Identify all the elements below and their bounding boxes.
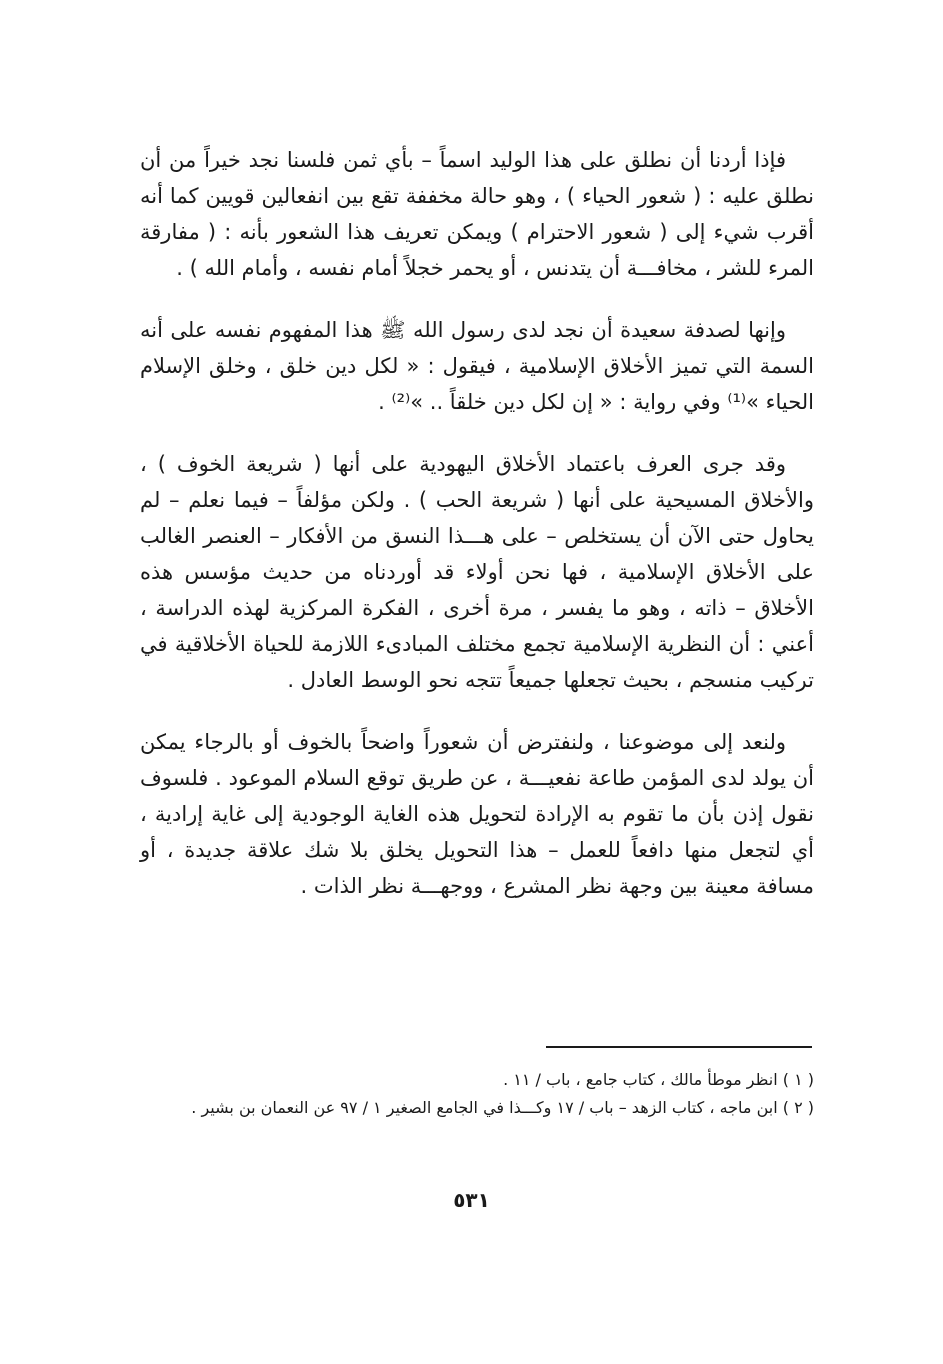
paragraph-2: وإنها لصدفة سعيدة أن نجد لدى رسول الله ﷺ هذا المفهوم نفسه على أنه السمة التي تميز الأخلاق الإسلامية ، فيقول : « لكل دين خلق ، وخلق الإسلام الحياء »⁽¹⁾ وفي رواية : « إن لكل دين خلقاً .. »⁽²⁾ .: [140, 318, 814, 414]
footnote-2: ( ٢ ) ابن ماجه ، كتاب الزهد – باب / ١٧ وكـــذا في الجامع الصغير ١ / ٩٧ عن النعمان بن بشير .: [191, 1098, 814, 1117]
footnote-divider: [546, 1046, 812, 1048]
footnote-1: ( ١ ) انظر موطأ مالك ، كتاب جامع ، باب / ١١ .: [503, 1070, 814, 1089]
paragraph-4: ولنعد إلى موضوعنا ، ولنفترض أن شعوراً واضحاً بالخوف أو بالرجاء يمكن أن يولد لدى المؤمن طاعة نفعيـــة ، عن طريق توقع السلام الموعود . فلسوف نقول إذن بأن ما تقوم به الإرادة لتحويل هذه الغاية الوجودية إلى غاية إرادية ، أي لتجعل منها دافعاً للعمل – هذا التحويل يخلق بلا شك علاقة جديدة ، أو مسافة معينة بين وجهة نظر المشرع ، ووجهـــة نظر الذات .: [140, 730, 814, 898]
paragraph-3: وقد جرى العرف باعتماد الأخلاق اليهودية على أنها ( شريعة الخوف ) ، والأخلاق المسيحية على أنها ( شريعة الحب ) . ولكن مؤلفاً – فيما نعلم – لم يحاول حتى الآن أن يستخلص – على هـــذا النسق من الأفكار – العنصر الغالب على الأخلاق الإسلامية ، فها نحن أولاء قد أوردناه من حديث مؤسس هذه الأخلاق – ذاته ، وهو ما يفسر ، مرة أخرى ، الفكرة المركزية لهذه الدراسة ، أعني : أن النظرية الإسلامية تجمع مختلف المبادىء اللازمة للحياة الأخلاقية في تركيب منسجم ، بحيث تجعلها جميعاً تتجه نحو الوسط العادل .: [140, 452, 814, 692]
footnotes: [140, 1066, 814, 1122]
page-number: ٥٣١: [453, 1188, 490, 1212]
main-text: [140, 142, 814, 904]
paragraph-1: فإذا أردنا أن نطلق على هذا الوليد اسماً – بأي ثمن فلسنا نجد خيراً من أن نطلق عليه : ( شعور الحياء ) ، وهو حالة مخففة تقع بين انفعالين قويين كما أنه أقرب شيء إلى ( شعور الاحترام ) ويمكن تعريف هذا الشعور بأنه : ( مفارقة المرء للشر ، مخافـــة أن يتدنس ، أو يحمر خجلاً أمام نفسه ، وأمام الله ) .: [140, 148, 814, 280]
